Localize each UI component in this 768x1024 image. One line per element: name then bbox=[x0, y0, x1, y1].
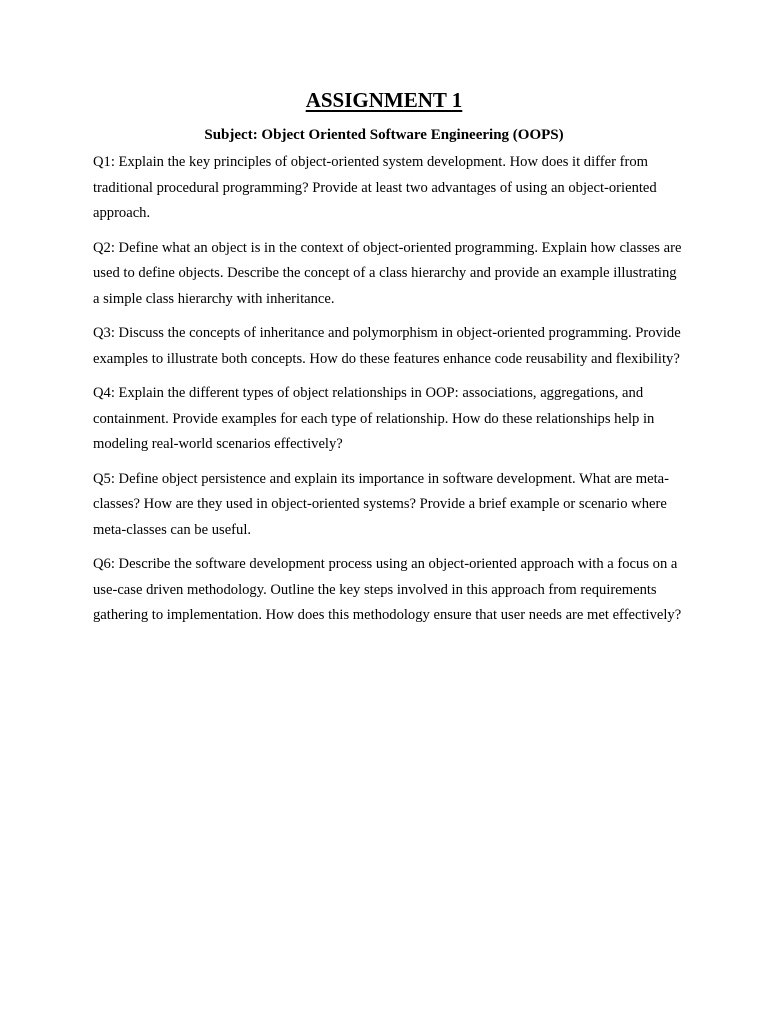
question-5: Q5: Define object persistence and explain its importance in software development. What are meta-classes? How are they used in object-oriented systems? Provide a brief example or scenario where meta-classes can be useful. bbox=[93, 470, 669, 538]
page-title: ASSIGNMENT 1 bbox=[305, 88, 463, 112]
question-1: Q1: Explain the key principles of object-oriented system development. How does it differ from traditional procedural programming? Provide at least two advantages of using an object-oriented approach. bbox=[93, 154, 657, 221]
question-list bbox=[93, 150, 683, 638]
question-2: Q2: Define what an object is in the context of object-oriented programming. Explain how classes are used to define objects. Describe the concept of a class hierarchy and provide an example illustrating a simple class hierarchy with inheritance. bbox=[93, 239, 682, 307]
question-6: Q6: Describe the software development process using an object-oriented approach with a focus on a use-case driven methodology. Outline the key steps involved in this approach from requirements gathering to implementation. How does this methodology ensure that user needs are met effectively? bbox=[93, 556, 682, 623]
subject-line: Subject: Object Oriented Software Engineering (OOPS) bbox=[204, 127, 564, 143]
question-3: Q3: Discuss the concepts of inheritance and polymorphism in object-oriented programming. Provide examples to illustrate both concepts. How do these features enhance code reusability and flexibility? bbox=[93, 325, 681, 367]
question-4: Q4: Explain the different types of object relationships in OOP: associations, aggregations, and containment. Provide examples for each type of relationship. How do these relationships help in modeling real-world scenarios effectively? bbox=[93, 385, 655, 452]
